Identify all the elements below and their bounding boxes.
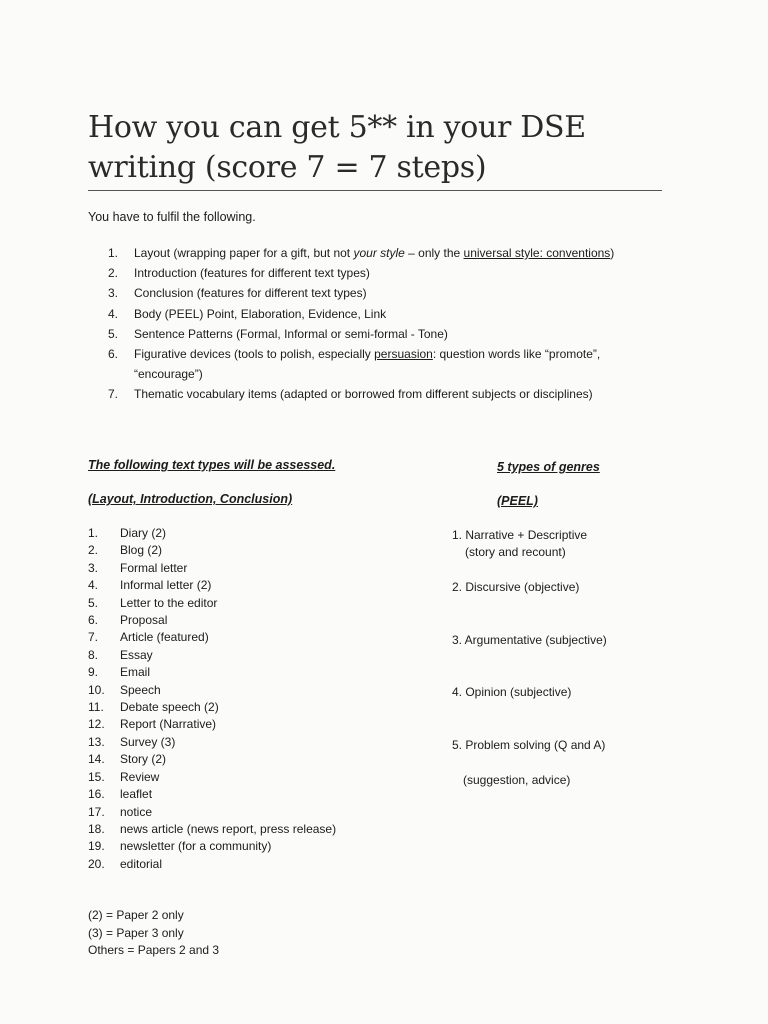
title-line-2: writing (score 7 = 7 steps): [88, 150, 487, 185]
step-item: [108, 344, 668, 384]
list-item: 4. Informal letter (2): [88, 578, 212, 593]
step-item: [108, 243, 668, 263]
genre-item: 1. Narrative + Descriptive (story and recount): [452, 528, 588, 559]
step-text: Sentence Patterns (Formal, Informal or semi-formal - Tone): [134, 326, 448, 341]
step-item: [108, 283, 668, 303]
step-text: Body (PEEL) Point, Elaboration, Evidence, Link: [134, 306, 387, 321]
note-line: (2) = Paper 2 only: [88, 908, 184, 922]
list-item: 15. Review: [88, 769, 160, 784]
step-number: 4.: [108, 306, 119, 321]
text-types-list: [88, 525, 336, 873]
list-item: 16. leaflet: [88, 787, 153, 802]
list-item: 2. Blog (2): [88, 543, 163, 558]
step-item: [108, 263, 668, 283]
step-number: 2.: [108, 266, 119, 281]
step-text: Introduction (features for different text types): [134, 266, 370, 281]
text-types-heading: The following text types will be assessed.: [88, 458, 336, 472]
list-item: 9. Email: [88, 665, 151, 680]
genres-heading: 5 types of genres: [497, 460, 600, 474]
list-item: 19. newsletter (for a community): [88, 839, 272, 854]
step-number: 5.: [108, 326, 119, 341]
step-number: 3.: [108, 286, 119, 301]
list-item: 20. editorial: [88, 856, 163, 871]
genre-item: 5. Problem solving (Q and A) (suggestion, advice): [452, 738, 606, 787]
step-text: Thematic vocabulary items (adapted or borrowed from different subjects or disciplines): [134, 387, 593, 402]
step-item: [108, 324, 668, 344]
list-item: 8. Essay: [88, 647, 153, 662]
list-item: 18. news article (news report, press release): [88, 821, 337, 836]
page-title: [88, 108, 668, 188]
genre-item: 3. Argumentative (subjective): [452, 633, 607, 647]
paper-notes: [88, 907, 219, 960]
list-item: 14. Story (2): [88, 752, 167, 767]
genres-subheading: (PEEL): [497, 494, 538, 508]
step-number: 1.: [108, 246, 119, 260]
list-item: 12. Report (Narrative): [88, 717, 217, 732]
step-item: [108, 384, 668, 404]
list-item: 11. Debate speech (2): [88, 700, 219, 715]
list-item: 7. Article (featured): [88, 630, 209, 645]
genre-item: 4. Opinion (subjective): [452, 685, 572, 699]
step-number: 7.: [108, 387, 119, 402]
genre-item: 2. Discursive (objective): [452, 580, 580, 594]
list-item: 6. Proposal: [88, 613, 168, 628]
steps-list: [108, 243, 668, 405]
list-item: 3. Formal letter: [88, 560, 188, 575]
note-line: Others = Papers 2 and 3: [88, 943, 220, 957]
list-item: 17. notice: [88, 804, 153, 819]
step-text: Figurative devices (tools to polish, especially persuasion: question words like “promote”, “encourage”): [134, 347, 601, 382]
list-item: 1. Diary (2): [88, 526, 167, 540]
text-types-subheading: (Layout, Introduction, Conclusion): [88, 492, 293, 506]
step-text: Conclusion (features for different text types): [134, 286, 367, 301]
list-item: 5. Letter to the editor: [88, 595, 218, 610]
step-text: Layout (wrapping paper for a gift, but not your style – only the universal style: conventions): [134, 246, 615, 260]
step-item: [108, 304, 668, 324]
intro-text: You have to fulfil the following.: [88, 210, 256, 224]
note-line: (3) = Paper 3 only: [88, 925, 184, 940]
step-number: 6.: [108, 347, 119, 362]
list-item: 10. Speech: [88, 682, 161, 697]
list-item: 13. Survey (3): [88, 734, 176, 749]
title-underline: [88, 190, 662, 191]
title-line-1: How you can get 5** in your DSE: [88, 110, 586, 145]
